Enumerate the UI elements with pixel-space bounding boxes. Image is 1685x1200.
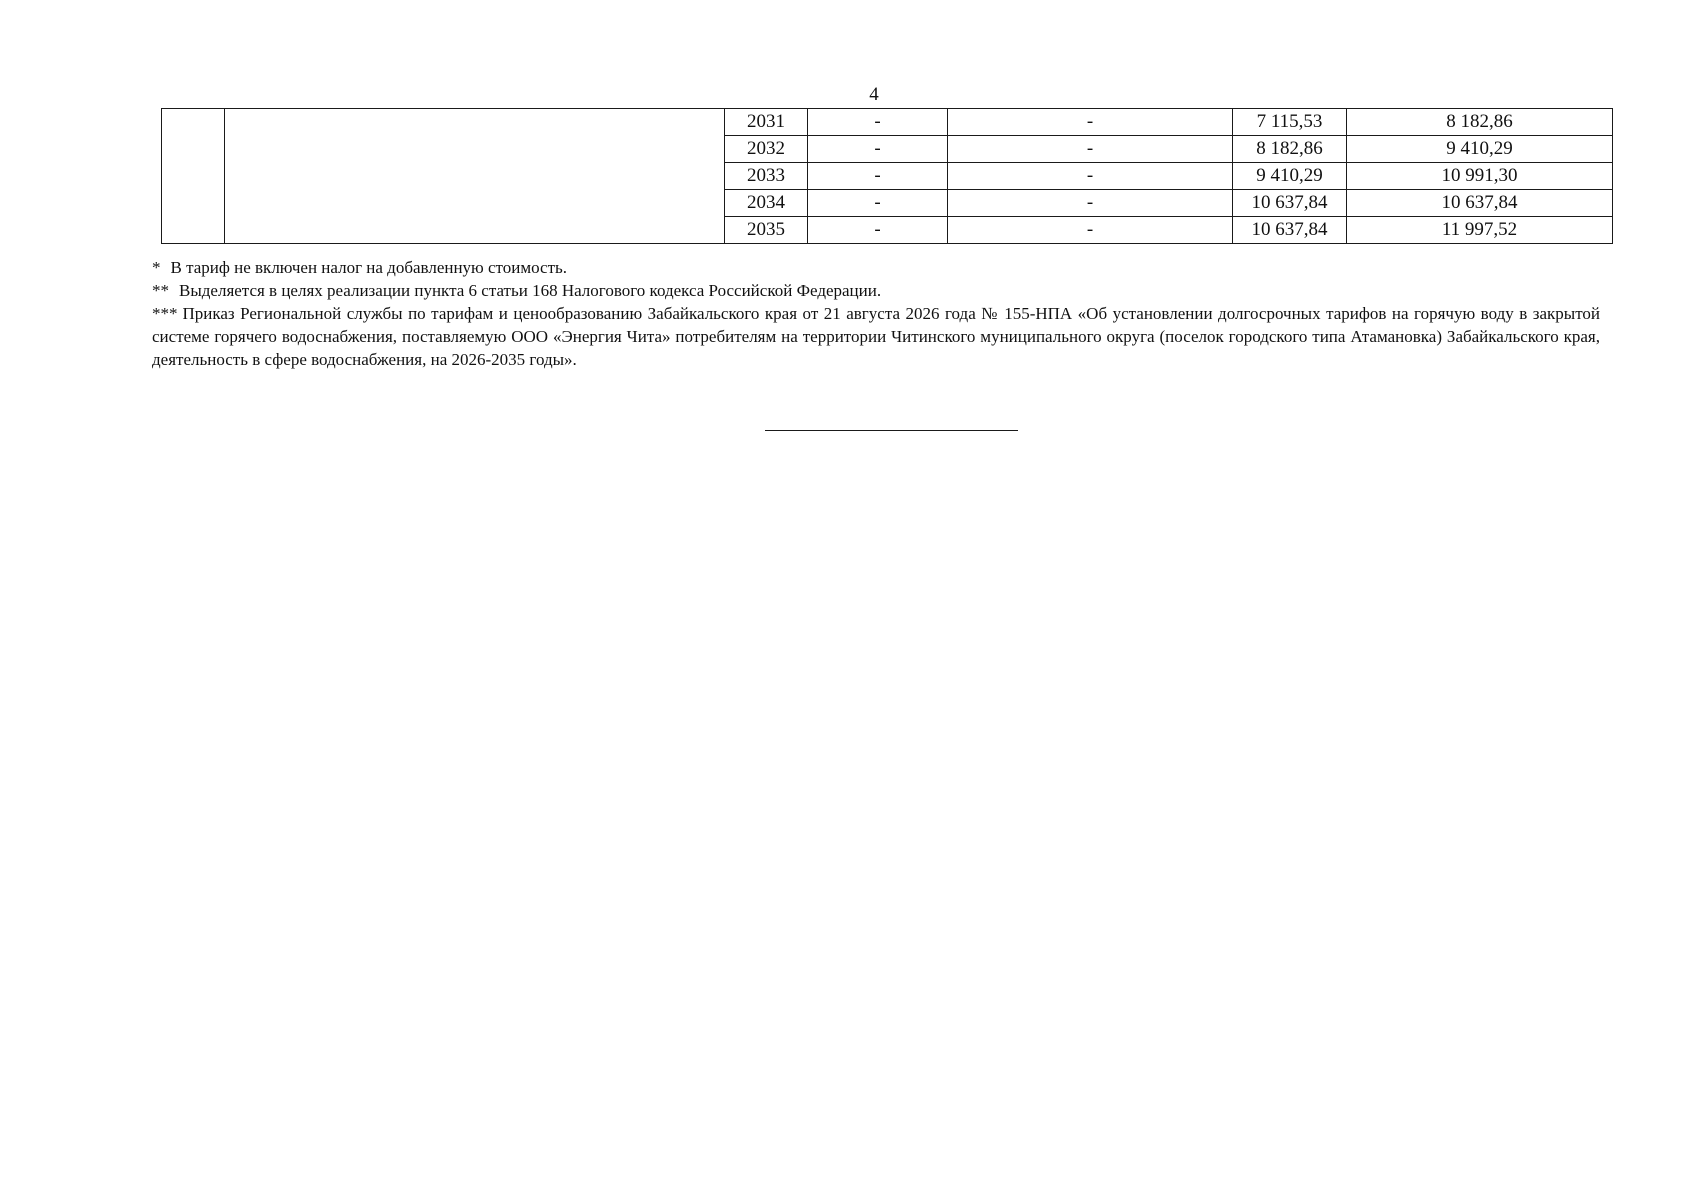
table-cell-value: 7 115,53 (1233, 109, 1347, 136)
table-cell-value: 10 637,84 (1233, 190, 1347, 217)
footnote-mark: * (152, 258, 161, 277)
table-cell-value: - (948, 190, 1233, 217)
footnote-text: Приказ Региональной службы по тарифам и ценообразованию Забайкальского края от 21 августа 2026 года № 155-НПА «Об установлении долгосрочных тарифов на горячую воду в закрытой системе горячего водоснабжения, поставляемую ООО «Энергия Чита» потребителям на территории Читинского муниципального округа (поселок городского типа Атамановка) Забайкальского края, деятельность в сфере водоснабжения, на 2026-2035 годы». (152, 304, 1600, 369)
tariff-table (161, 108, 1613, 244)
footnote-text: В тариф не включен налог на добавленную стоимость. (170, 258, 568, 277)
table-cell-year: 2031 (725, 109, 808, 136)
footnote-text: Выделяется в целях реализации пункта 6 статьи 168 Налогового кодекса Российской Федерации. (179, 281, 882, 300)
footnote-order (152, 302, 1600, 371)
table-cell-value: - (948, 217, 1233, 244)
end-divider (765, 430, 1018, 431)
footnote-vat (152, 256, 1600, 279)
table-row (162, 109, 1613, 136)
table-cell-value: - (948, 163, 1233, 190)
table-cell-year: 2033 (725, 163, 808, 190)
table-cell-year: 2032 (725, 136, 808, 163)
table-cell-name (225, 109, 725, 244)
table-cell-value: - (808, 136, 948, 163)
table-cell-value: - (948, 136, 1233, 163)
table-cell-value: 9 410,29 (1347, 136, 1613, 163)
table-cell-value: 9 410,29 (1233, 163, 1347, 190)
table-cell-value: 8 182,86 (1347, 109, 1613, 136)
table-cell-year: 2035 (725, 217, 808, 244)
table-cell-value: - (808, 217, 948, 244)
footnotes (152, 256, 1600, 371)
table-cell-number (162, 109, 225, 244)
footnote-mark: ** (152, 281, 169, 300)
table-cell-value: - (808, 109, 948, 136)
table-cell-value: 8 182,86 (1233, 136, 1347, 163)
table-cell-value: 10 637,84 (1347, 190, 1613, 217)
table-cell-value: 10 637,84 (1233, 217, 1347, 244)
table-cell-year: 2034 (725, 190, 808, 217)
table-cell-value: - (808, 190, 948, 217)
table-cell-value: 10 991,30 (1347, 163, 1613, 190)
table-cell-value: - (808, 163, 948, 190)
page-number: 4 (869, 84, 879, 105)
footnote-tax-code (152, 279, 1600, 302)
footnote-mark: *** (152, 304, 178, 323)
table-cell-value: 11 997,52 (1347, 217, 1613, 244)
table-cell-value: - (948, 109, 1233, 136)
